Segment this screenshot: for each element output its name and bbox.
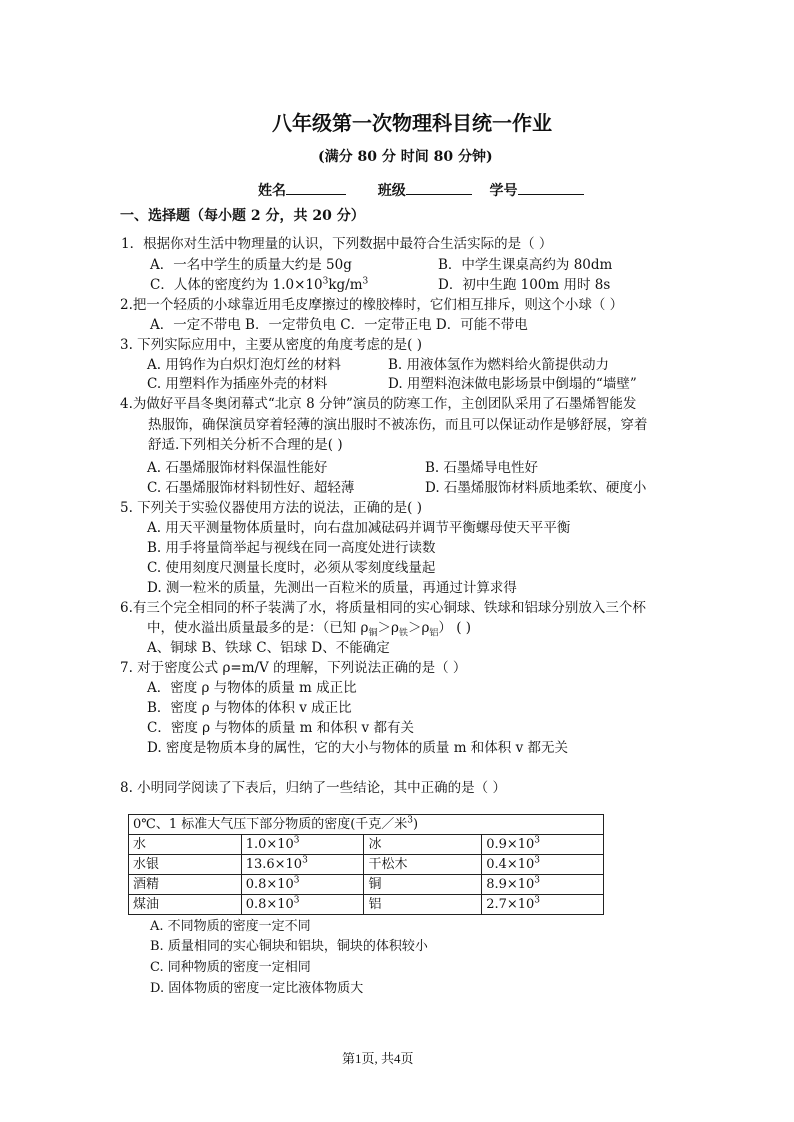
cell-exponent: 3 — [302, 855, 308, 866]
q3-option-a: A. 用钨作为白炽灯泡灯丝的材料 — [147, 357, 341, 373]
q1-c-text: C．人体的密度约为 1.0×10 — [150, 277, 323, 293]
q7-option-d: D. 密度是物质本身的属性，它的大小与物体的质量 m 和体积 v 都无关 — [147, 740, 569, 756]
table-cell: 酒精 — [129, 875, 242, 895]
table-row — [129, 875, 604, 895]
cell-value: 8.9×10 — [486, 877, 535, 892]
q1-option-d: D．初中生跑 100m 用时 8s — [438, 277, 611, 293]
q7-stem: 7. 对于密度公式 ρ=m/V 的理解，下列说法正确的是（ ） — [120, 660, 467, 676]
q4-option-b: B. 石墨烯导电性好 — [425, 460, 539, 476]
cell-exponent: 3 — [293, 835, 300, 846]
q1-option-a: A．一名中学生的质量大约是 50g — [150, 257, 352, 273]
id-label: 学号 — [489, 183, 518, 199]
q6-options: A、铜球 B、铁球 C、铝球 D、不能确定 — [147, 640, 390, 656]
table-title — [129, 815, 604, 835]
q2-stem: 2.把一个轻质的小球靠近用毛皮摩擦过的橡胶棒时，它们相互排斥，则这个小球（ ） — [120, 297, 624, 313]
q8-option-a: A. 不同物质的密度一定不同 — [150, 919, 311, 934]
table-cell — [241, 835, 364, 855]
cell-value: 0.8×10 — [245, 897, 294, 912]
page-subtitle: (满分 80 分 时间 80 分钟) — [318, 149, 493, 165]
q7-option-c: C．密度 ρ 与物体的质量 m 和体积 v 都有关 — [147, 720, 414, 736]
table-cell: 水 — [129, 835, 242, 855]
q5-stem: 5. 下列关于实验仪器使用方法的说法，正确的是( ) — [120, 500, 422, 516]
q8-stem: 8. 小明同学阅读了下表后，归纳了一些结论，其中正确的是（ ） — [120, 780, 506, 796]
class-label: 班级 — [377, 183, 406, 199]
q6-stem-line2 — [147, 620, 472, 639]
table-cell: 干松木 — [364, 855, 482, 875]
q6-gt-1: ＞ρ — [377, 620, 399, 636]
table-cell — [241, 895, 364, 915]
q8-option-b: B. 质量相同的实心铜块和铝块，铜块的体积较小 — [150, 939, 428, 954]
table-cell: 铜 — [364, 875, 482, 895]
cell-exponent: 3 — [534, 875, 541, 886]
q8-option-c: C. 同种物质的密度一定相同 — [150, 960, 311, 975]
table-row — [129, 855, 604, 875]
q5-option-d: D. 测一粒米的质量，先测出一百粒米的质量，再通过计算求得 — [147, 580, 517, 596]
cell-exponent: 3 — [293, 895, 300, 906]
q6-line2-text: 中，使水溢出质量最多的是：（已知 ρ — [147, 620, 369, 636]
q4-stem-line2: 热服饰，确保演员穿着轻薄的演出服时不被冻伤，而且可以保证动作是够舒展，穿着 — [148, 417, 648, 433]
q6-sub-aluminum: 铝 — [429, 628, 439, 639]
table-cell: 冰 — [364, 835, 482, 855]
table-cell — [241, 875, 364, 895]
cell-value: 1.0×10 — [245, 837, 294, 852]
q3-option-c: C. 用塑料作为插座外壳的材料 — [147, 376, 328, 392]
table-title-close: ) — [413, 817, 419, 832]
table-row — [129, 895, 604, 915]
page-number: 第1页, 共4页 — [342, 1051, 414, 1066]
cell-value: 0.4×10 — [486, 857, 535, 872]
table-row — [129, 835, 604, 855]
table-cell: 煤油 — [129, 895, 242, 915]
table-cell — [482, 855, 604, 875]
q6-stem-line1: 6.有三个完全相同的杯子装满了水，将质量相同的实心铜球、铁球和铝球分别放入三个杯 — [120, 600, 646, 616]
table-title-exponent: 3 — [407, 815, 414, 826]
cell-value: 13.6×10 — [245, 857, 303, 872]
q4-option-d: D. 石墨烯服饰材料质地柔软、硬度小 — [425, 480, 647, 496]
table-cell — [482, 895, 604, 915]
q1-stem: 1．根据你对生活中物理量的认识，下列数据中最符合生活实际的是（ ） — [121, 236, 553, 252]
q5-option-c: C. 使用刻度尺测量长度时，必须从零刻度线量起 — [147, 560, 436, 576]
q1-c-unit-exponent: 3 — [362, 276, 369, 287]
q7-option-a: A．密度 ρ 与物体的质量 m 成正比 — [147, 680, 357, 696]
cell-exponent: 3 — [293, 875, 300, 886]
q5-option-b: B. 用手将量筒举起与视线在同一高度处进行读数 — [147, 540, 436, 556]
q6-gt-2: ＞ρ — [407, 620, 430, 636]
cell-value: 0.9×10 — [486, 837, 535, 852]
q4-stem-line1: 4.为做好平昌冬奥闭幕式“北京 8 分钟”演员的防寒工作，主创团队采用了石墨烯智能发 — [120, 396, 637, 412]
table-cell — [482, 875, 604, 895]
q4-stem-line3: 舒适.下列相关分析不合理的是( ) — [148, 437, 343, 453]
cell-value: 0.8×10 — [245, 877, 294, 892]
cell-exponent: 3 — [534, 835, 541, 846]
q3-stem: 3. 下列实际应用中，主要从密度的角度考虑的是( ) — [120, 337, 422, 353]
q6-sub-iron: 铁 — [398, 628, 408, 639]
table-cell — [241, 855, 364, 875]
q1-option-b: B．中学生课桌高约为 80dm — [438, 257, 613, 273]
table-cell: 铝 — [364, 895, 482, 915]
q1-c-unit: kg/m — [328, 277, 363, 293]
table-cell — [482, 835, 604, 855]
class-blank[interactable] — [406, 180, 472, 195]
cell-exponent: 3 — [534, 855, 541, 866]
cell-value: 2.7×10 — [486, 897, 535, 912]
section-heading: 一、选择题（每小题 2 分，共 20 分） — [120, 208, 365, 224]
table-title-row — [129, 815, 604, 835]
q7-option-b: B．密度 ρ 与物体的体积 v 成正比 — [147, 700, 352, 716]
table-title-text: 0℃、1 标准大气压下部分物质的密度(千克／米 — [133, 817, 408, 832]
q5-option-a: A. 用天平测量物体质量时，向右盘加减砝码并调节平衡螺母使天平平衡 — [147, 520, 571, 536]
density-table — [128, 814, 604, 915]
q4-option-a: A. 石墨烯服饰材料保温性能好 — [147, 460, 328, 476]
id-blank[interactable] — [518, 180, 584, 195]
q1-option-c — [150, 276, 369, 293]
name-label: 姓名 — [258, 183, 286, 199]
page-title: 八年级第一次物理科目统一作业 — [272, 111, 552, 135]
q3-option-d: D. 用塑料泡沫做电影场景中倒塌的“墙壁” — [388, 376, 637, 392]
q8-option-d: D. 固体物质的密度一定比液体物质大 — [150, 981, 364, 996]
q4-option-c: C. 石墨烯服饰材料韧性好、超轻薄 — [147, 480, 355, 496]
q1-c-exponent: 3 — [322, 276, 329, 287]
q3-option-b: B. 用液体氢作为燃料给火箭提供动力 — [388, 357, 610, 373]
q2-options: A．一定不带电 B．一定带负电 C．一定带正电 D．可能不带电 — [150, 317, 528, 333]
name-blank[interactable] — [286, 180, 346, 195]
table-cell: 水银 — [129, 855, 242, 875]
student-info-line — [258, 180, 584, 198]
cell-exponent: 3 — [534, 895, 541, 906]
q6-line2-end: ） ( ) — [438, 620, 472, 636]
q6-sub-copper: 铜 — [368, 628, 378, 639]
